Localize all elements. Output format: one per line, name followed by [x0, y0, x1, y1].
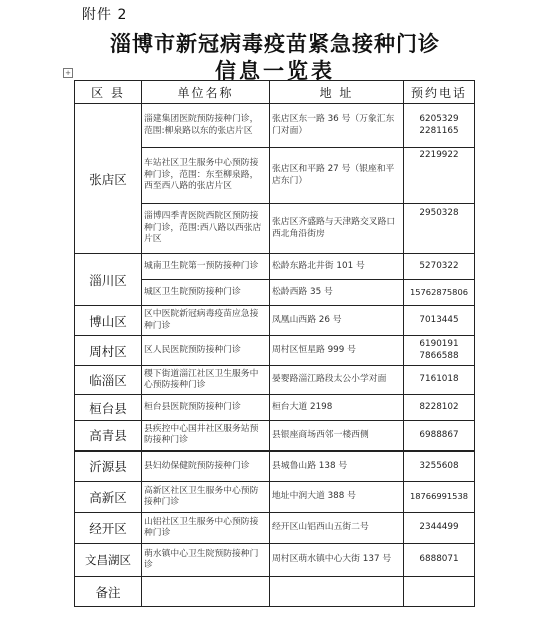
- unit-cell: 高新区社区卫生服务中心预防接种门诊: [142, 482, 270, 513]
- address-cell: 松龄东路北井街 101 号: [270, 254, 404, 280]
- unit-cell: 县疾控中心国井社区服务站预防接种门诊: [142, 421, 270, 451]
- unit-cell: 县妇幼保健院预防接种门诊: [142, 451, 270, 482]
- table-row: [75, 254, 475, 280]
- address-cell: 晏婴路淄江路段太公小学对面: [270, 366, 404, 395]
- table-header-row: [75, 81, 475, 104]
- district-cell: 高青县: [75, 421, 142, 451]
- page-title: 淄博市新冠病毒疫苗紧急接种门诊: [110, 32, 440, 56]
- unit-cell: 城区卫生院预防接种门诊: [142, 280, 270, 306]
- phone-cell: 7013445: [404, 306, 475, 336]
- address-cell: 桓台大道 2198: [270, 395, 404, 421]
- unit-cell: 淄博四季青医院西院区预防接种门诊，范围:西八路以西张店片区: [142, 204, 270, 254]
- district-cell: 博山区: [75, 306, 142, 336]
- address-cell: 经开区山铝西山五街二号: [270, 513, 404, 544]
- phone-cell: 2950328: [404, 204, 475, 254]
- col-header-district: 区 县: [75, 81, 142, 104]
- unit-cell: 区人民医院预防接种门诊: [142, 336, 270, 366]
- address-cell: 张店区和平路 27 号（银座和平店东门）: [270, 148, 404, 204]
- unit-cell: 萌水镇中心卫生院预防接种门诊: [142, 544, 270, 577]
- phone-cell: 6190191 7866588: [404, 336, 475, 366]
- district-cell: 周村区: [75, 336, 142, 366]
- district-cell: 高新区: [75, 482, 142, 513]
- unit-cell: 桓台县医院预防接种门诊: [142, 395, 270, 421]
- district-cell: 桓台县: [75, 395, 142, 421]
- phone-cell: 6888071: [404, 544, 475, 577]
- table-row: [75, 104, 475, 148]
- district-cell: 经开区: [75, 513, 142, 544]
- remark-cell: [142, 577, 270, 607]
- address-cell: 张店区齐盛路与天津路交叉路口西北角沿街房: [270, 204, 404, 254]
- district-cell: 淄川区: [75, 254, 142, 306]
- remark-label: 备注: [75, 577, 142, 607]
- address-cell: 张店区东一路 36 号（万象汇东门对面）: [270, 104, 404, 148]
- col-header-address: 地 址: [270, 81, 404, 104]
- table-row: [75, 366, 475, 395]
- attachment-label: 附件 2: [82, 7, 128, 23]
- remark-cell: [404, 577, 475, 607]
- address-cell: 周村区萌水镇中心大街 137 号: [270, 544, 404, 577]
- table-row: [75, 482, 475, 513]
- table-row: [75, 513, 475, 544]
- table-row: [75, 451, 475, 482]
- table-row: [75, 306, 475, 336]
- phone-cell: 2344499: [404, 513, 475, 544]
- table-anchor-icon[interactable]: +: [63, 68, 73, 78]
- unit-cell: 稷下街道淄江社区卫生服务中心预防接种门诊: [142, 366, 270, 395]
- table-row: [75, 395, 475, 421]
- phone-cell: 6988867: [404, 421, 475, 451]
- unit-cell: 区中医院新冠病毒疫苗应急接种门诊: [142, 306, 270, 336]
- address-cell: 县城鲁山路 138 号: [270, 451, 404, 482]
- col-header-phone: 预约电话: [404, 81, 475, 104]
- phone-cell: 8228102: [404, 395, 475, 421]
- remark-cell: [270, 577, 404, 607]
- district-cell: 临淄区: [75, 366, 142, 395]
- phone-cell: 3255608: [404, 451, 475, 482]
- district-cell: 文昌湖区: [75, 544, 142, 577]
- address-cell: 地址中润大道 388 号: [270, 482, 404, 513]
- table-row: [75, 336, 475, 366]
- unit-cell: 城南卫生院第一预防接种门诊: [142, 254, 270, 280]
- address-cell: 松龄西路 35 号: [270, 280, 404, 306]
- page-subtitle: 信息一览表: [215, 59, 335, 83]
- clinic-table: [74, 80, 475, 607]
- phone-cell: 15762875806: [404, 280, 475, 306]
- phone-cell: 5270322: [404, 254, 475, 280]
- district-cell: 张店区: [75, 104, 142, 254]
- address-cell: 县银座商场西邻一楼西侧: [270, 421, 404, 451]
- col-header-unit: 单位名称: [142, 81, 270, 104]
- unit-cell: 车站社区卫生服务中心预防接种门诊，范围：东至柳泉路，西至西八路的张店片区: [142, 148, 270, 204]
- address-cell: 周村区恒星路 999 号: [270, 336, 404, 366]
- table-row: [75, 544, 475, 577]
- district-cell: 沂源县: [75, 451, 142, 482]
- phone-cell: 2219922: [404, 148, 475, 204]
- table-row: [75, 421, 475, 451]
- unit-cell: 淄建集团医院预防接种门诊，范围:柳泉路以东的张店片区: [142, 104, 270, 148]
- phone-cell: 6205329 2281165: [404, 104, 475, 148]
- phone-cell: 18766991538: [404, 482, 475, 513]
- remark-row: [75, 577, 475, 607]
- phone-cell: 7161018: [404, 366, 475, 395]
- unit-cell: 山铝社区卫生服务中心预防接种门诊: [142, 513, 270, 544]
- address-cell: 凤凰山西路 26 号: [270, 306, 404, 336]
